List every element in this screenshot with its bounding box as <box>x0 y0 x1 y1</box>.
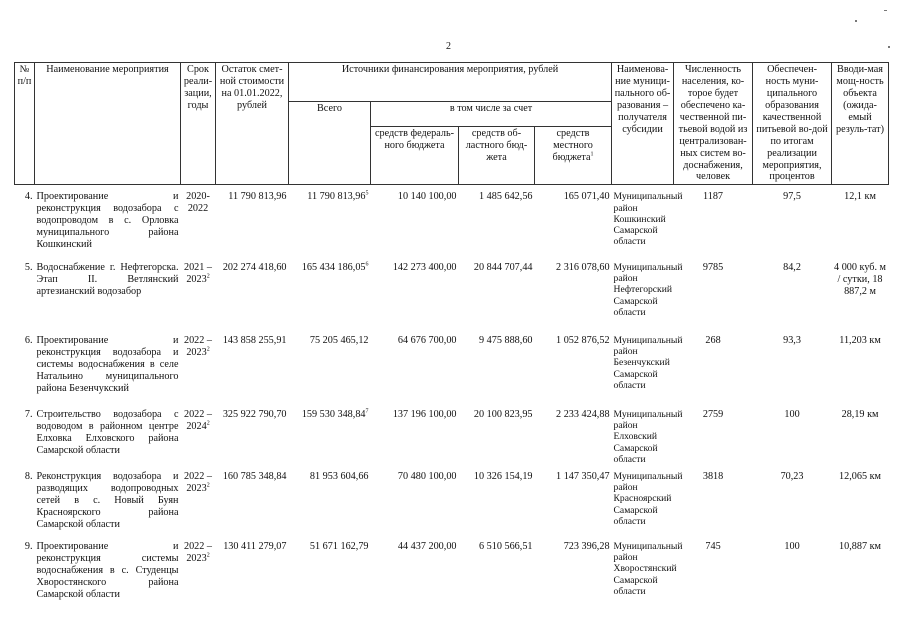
cell-regional <box>459 329 535 403</box>
cell-name <box>35 403 181 465</box>
cell-name <box>35 256 181 329</box>
cell-regional <box>459 403 535 465</box>
scan-speck <box>884 10 887 11</box>
footnote-marker: 2 <box>206 552 210 559</box>
col-sources-header: Источники финансирования мероприятия, рублей <box>289 63 612 102</box>
cell-period <box>181 403 216 465</box>
cell-local <box>535 465 612 535</box>
col-num-header: № п/п <box>15 63 35 185</box>
col-including-header: в том числе за счет <box>371 102 612 127</box>
name-text: Проектирование и реконструкция водозабора и системы водоснабжения в селе Натальино муниципального района Безенчукский <box>36 334 179 394</box>
capacity-text: 4 000 куб. м / сутки, 18 887,2 м <box>834 261 887 297</box>
col-total-header: Всего <box>289 102 371 185</box>
balance-text: 160 785 348,84 <box>222 470 287 482</box>
page-number: 2 <box>446 41 451 52</box>
municipality-text: Муниципальный район Безенчукский Самарской области <box>613 334 683 391</box>
footnote-marker: 2 <box>206 482 210 489</box>
cell-local <box>535 535 612 621</box>
cell-federal <box>371 465 459 535</box>
cell-total <box>289 256 371 329</box>
footnote-marker: 2 <box>206 273 210 280</box>
cell-population <box>674 256 753 329</box>
cell-provision <box>753 403 832 465</box>
name-text: Проектирование и реконструкция водозабора с водопроводом в с. Орловка муниципального района Кошкинский <box>36 191 179 251</box>
cell-capacity <box>832 465 889 535</box>
cell-local <box>535 329 612 403</box>
period-text: 2022 – 2023 <box>183 470 212 494</box>
footnote-marker: 6 <box>365 261 369 268</box>
balance-text: 130 411 279,07 <box>223 540 287 552</box>
cell-name <box>35 465 181 535</box>
population-text: 9785 <box>702 261 724 273</box>
col-period-header: Срок реали-зации, годы <box>181 63 216 185</box>
provision-text: 100 <box>784 408 800 420</box>
balance-text: 143 858 255,91 <box>222 334 287 346</box>
col-regional-header: средств об-ластного бюд-жета <box>459 127 535 185</box>
provision-text: 93,3 <box>783 334 801 346</box>
provision-text: 84,2 <box>783 261 801 273</box>
cell-federal <box>371 329 459 403</box>
col-balance-header: Остаток смет-ной стоимости на 01.01.2022, рублей <box>216 63 289 185</box>
cell-municipality <box>612 329 683 403</box>
cell-balance <box>216 256 289 329</box>
regional-text: 6 510 566,51 <box>479 540 533 552</box>
cell-name <box>35 535 181 621</box>
period-text: 2022 – 2023 <box>183 540 212 564</box>
municipality-text: Муниципальный район Красноярский Самарской области <box>613 470 683 527</box>
population-text: 268 <box>705 334 721 346</box>
col-provision-header: Обеспечен-ность муни-ципального образования качественной питьевой во-дой по итогам реализации мероприятия, процентов <box>753 63 832 185</box>
table-row <box>15 256 889 329</box>
total-text: 81 953 604,66 <box>309 470 369 482</box>
table-row <box>15 185 889 256</box>
cell-num <box>15 465 35 535</box>
federal-text: 64 676 700,00 <box>397 334 457 346</box>
num-text: 7. <box>24 408 33 420</box>
footnote-marker: 5 <box>365 190 369 197</box>
cell-provision <box>753 329 832 403</box>
cell-period <box>181 185 216 256</box>
local-text: 2 233 424,88 <box>556 408 610 420</box>
cell-capacity <box>832 185 889 256</box>
cell-total <box>289 329 371 403</box>
num-text: 5. <box>24 261 33 273</box>
population-text: 2759 <box>702 408 724 420</box>
cell-regional <box>459 465 535 535</box>
cell-provision <box>753 256 832 329</box>
col-population-header: Численность населения, ко-торое будет обеспечено ка-чественной пи-тьевой водой из централизован-ных систем во-доснабжения, человек <box>674 63 753 185</box>
cell-num <box>15 535 35 621</box>
capacity-text: 10,887 км <box>839 540 882 552</box>
capacity-text: 11,203 км <box>839 334 881 346</box>
local-text: 165 071,40 <box>563 191 610 203</box>
municipality-text: Муниципальный район Нефтегорский Самарской области <box>613 261 683 318</box>
cell-municipality <box>612 185 683 256</box>
federal-text: 70 480 100,00 <box>397 470 457 482</box>
population-text: 3818 <box>702 470 724 482</box>
regional-text: 20 100 823,95 <box>473 408 533 420</box>
cell-balance <box>216 329 289 403</box>
period-text: 2022 – 2024 <box>183 408 212 432</box>
municipality-text: Муниципальный район Хворостянский Самарской области <box>613 540 683 597</box>
name-text: Строительство водозабора с водоводом в районном центре Елховка Елховского района Самарской области <box>36 408 179 456</box>
cell-balance <box>216 465 289 535</box>
population-text: 1187 <box>703 191 724 203</box>
local-text: 1 052 876,52 <box>556 334 610 346</box>
cell-total <box>289 403 371 465</box>
cell-total <box>289 535 371 621</box>
period-text: 2020-2022 <box>186 191 210 215</box>
cell-num <box>15 185 35 256</box>
cell-federal <box>371 256 459 329</box>
num-text: 4. <box>24 191 33 203</box>
table-row <box>15 465 889 535</box>
cell-balance <box>216 535 289 621</box>
cell-provision <box>753 465 832 535</box>
scan-speck <box>888 46 890 48</box>
period-text: 2022 – 2023 <box>183 334 212 358</box>
cell-municipality <box>612 256 683 329</box>
scan-speck <box>855 20 857 22</box>
cell-period <box>181 465 216 535</box>
local-text: 1 147 350,47 <box>556 470 610 482</box>
federal-text: 137 196 100,00 <box>392 408 457 420</box>
col-local-header <box>535 127 612 185</box>
local-text: 723 396,28 <box>563 540 610 552</box>
name-text: Реконструкция водозабора и разводящих водопроводных сетей в с. Новый Буян Красноярского района Самарской области <box>36 470 179 530</box>
federal-text: 142 273 400,00 <box>392 261 457 273</box>
cell-federal <box>371 185 459 256</box>
cell-federal <box>371 535 459 621</box>
total-text: 75 205 465,12 <box>309 334 369 346</box>
table-row <box>15 329 889 403</box>
cell-local <box>535 185 612 256</box>
cell-population <box>674 535 753 621</box>
cell-total <box>289 185 371 256</box>
period-text: 2021 – 2023 <box>183 261 212 285</box>
cell-municipality <box>612 535 683 621</box>
col-capacity-header: Вводи-мая мощ-ность объекта (ожида-емый резуль-тат) <box>832 63 889 185</box>
name-text: Проектирование и реконструкция системы водоснабжения в с. Студенцы Хворостянского района Самарской области <box>36 540 179 600</box>
col-name-header: Наименование мероприятия <box>35 63 181 185</box>
cell-local <box>535 403 612 465</box>
local-text: 2 316 078,60 <box>556 261 610 273</box>
footnote-marker: 2 <box>206 420 210 427</box>
cell-regional <box>459 256 535 329</box>
cell-provision <box>753 535 832 621</box>
regional-text: 10 326 154,19 <box>473 470 533 482</box>
provision-text: 97,5 <box>783 191 801 203</box>
population-text: 745 <box>705 540 721 552</box>
cell-period <box>181 329 216 403</box>
cell-local <box>535 256 612 329</box>
cell-capacity <box>832 256 889 329</box>
col-municipality-header: Наименова-ние муници-пального об-разования – получателя субсидии <box>612 63 674 185</box>
cell-population <box>674 185 753 256</box>
cell-num <box>15 256 35 329</box>
capacity-text: 28,19 км <box>841 408 879 420</box>
cell-capacity <box>832 535 889 621</box>
cell-name <box>35 329 181 403</box>
cell-municipality <box>612 403 683 465</box>
num-text: 8. <box>24 470 33 482</box>
cell-period <box>181 535 216 621</box>
municipality-text: Муниципальный район Елховский Самарской области <box>613 408 683 465</box>
cell-num <box>15 329 35 403</box>
balance-text: 325 922 790,70 <box>222 408 287 420</box>
cell-num <box>15 403 35 465</box>
provision-text: 70,23 <box>780 470 804 482</box>
capacity-text: 12,1 км <box>844 191 876 203</box>
table-row <box>15 403 889 465</box>
total-text: 165 434 186,05 <box>301 261 366 273</box>
cell-provision <box>753 185 832 256</box>
name-text: Водоснабжение г. Нефтегорска. Этап II. Ветлянский артезианский водозабор <box>36 261 179 297</box>
table-row <box>15 535 889 621</box>
financing-table <box>14 62 889 621</box>
footnote-marker: 2 <box>206 346 210 353</box>
cell-municipality <box>612 465 683 535</box>
cell-capacity <box>832 403 889 465</box>
cell-regional <box>459 535 535 621</box>
cell-population <box>674 465 753 535</box>
capacity-text: 12,065 км <box>839 470 882 482</box>
cell-population <box>674 329 753 403</box>
provision-text: 100 <box>784 540 800 552</box>
municipality-text: Муниципальный район Кошкинский Самарской области <box>613 191 683 248</box>
cell-name <box>35 185 181 256</box>
cell-balance <box>216 185 289 256</box>
num-text: 9. <box>24 540 33 552</box>
cell-total <box>289 465 371 535</box>
col-federal-header: средств федераль-ного бюджета <box>371 127 459 185</box>
federal-text: 10 140 100,00 <box>397 191 457 203</box>
cell-regional <box>459 185 535 256</box>
federal-text: 44 437 200,00 <box>397 540 457 552</box>
cell-period <box>181 256 216 329</box>
footnote-marker: 1 <box>590 151 594 158</box>
col-local-label: средств местного бюджета <box>552 128 593 164</box>
cell-federal <box>371 403 459 465</box>
total-text: 51 671 162,79 <box>309 540 369 552</box>
cell-balance <box>216 403 289 465</box>
cell-capacity <box>832 329 889 403</box>
balance-text: 11 790 813,96 <box>228 191 287 203</box>
total-text: 159 530 348,84 <box>301 408 366 420</box>
regional-text: 1 485 642,56 <box>479 191 533 203</box>
footnote-marker: 7 <box>365 408 369 415</box>
num-text: 6. <box>24 334 33 346</box>
total-text: 11 790 813,96 <box>307 191 366 203</box>
balance-text: 202 274 418,60 <box>222 261 287 273</box>
regional-text: 9 475 888,60 <box>479 334 533 346</box>
regional-text: 20 844 707,44 <box>473 261 533 273</box>
cell-population <box>674 403 753 465</box>
